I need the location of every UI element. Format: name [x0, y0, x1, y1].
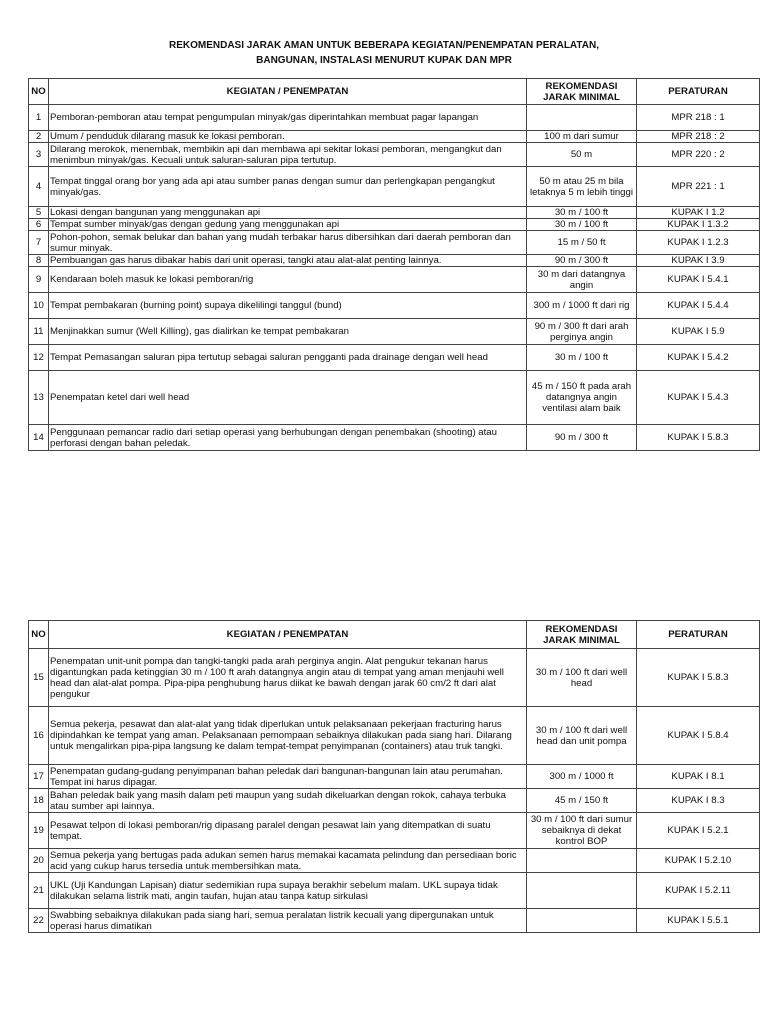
regulation-cell: KUPAK I 1.2 [637, 207, 760, 219]
table-row [29, 345, 760, 371]
activity-cell: Lokasi dengan bangunan yang menggunakan api [49, 207, 527, 219]
activity-cell: Menjinakkan sumur (Well Killing), gas dialirkan ke tempat pembakaran [49, 319, 527, 345]
table-row [29, 371, 760, 425]
activity-cell: Pesawat telpon di lokasi pemboran/rig dipasang paralel dengan pesawat lain yang ditempatkan di suatu tempat. [49, 813, 527, 849]
row-number-cell: 17 [29, 765, 49, 789]
table-row [29, 207, 760, 219]
table-row [29, 765, 760, 789]
table-row [29, 293, 760, 319]
activity-cell: Pemboran-pemboran atau tempat pengumpulan minyak/gas diperintahkan membuat pagar lapangan [49, 105, 527, 131]
row-number-cell: 16 [29, 707, 49, 765]
regulation-cell: KUPAK I 5.4.3 [637, 371, 760, 425]
recommendation-cell [527, 909, 637, 933]
header-activity: KEGIATAN / PENEMPATAN [49, 79, 527, 105]
recommendation-cell: 90 m / 300 ft [527, 425, 637, 451]
table-header-row [29, 621, 760, 649]
activity-cell: Semua pekerja yang bertugas pada adukan semen harus memakai kacamata pelindung dan persediaan boric acid yang cukup harus tersedia untuk membersihkan mata. [49, 849, 527, 873]
row-number-cell: 1 [29, 105, 49, 131]
activity-cell: Bahan peledak baik yang masih dalam peti maupun yang sudah dikeluarkan dengan rokok, cahaya terbuka atau sumber api lainnya. [49, 789, 527, 813]
header-no: NO [29, 621, 49, 649]
recommendation-cell: 30 m / 100 ft dari sumur sebaiknya di dekat kontrol BOP [527, 813, 637, 849]
header-regulation: PERATURAN [637, 79, 760, 105]
activity-cell: Umum / penduduk dilarang masuk ke lokasi pemboran. [49, 131, 527, 143]
title-line-2: BANGUNAN, INSTALASI MENURUT KUPAK DAN MPR [256, 55, 512, 66]
table-row [29, 909, 760, 933]
recommendation-cell: 15 m / 50 ft [527, 231, 637, 255]
activity-cell: Dilarang merokok, menembak, membikin api dan membawa api sekitar lokasi pemboran, mengangkut dan menimbun minyak/gas. Kecuali untuk saluran-saluran pipa tertutup. [49, 143, 527, 167]
row-number-cell: 18 [29, 789, 49, 813]
regulation-cell: KUPAK I 5.4.4 [637, 293, 760, 319]
activity-cell: Penempatan gudang-gudang penyimpanan bahan peledak dari bangunan-bangunan lain atau perumahan. Tempat ini harus dipagar. [49, 765, 527, 789]
recommendation-cell: 90 m / 300 ft dari arah perginya angin [527, 319, 637, 345]
recommendation-cell: 30 m / 100 ft [527, 207, 637, 219]
row-number-cell: 8 [29, 255, 49, 267]
title-line-1: REKOMENDASI JARAK AMAN UNTUK BEBERAPA KEGIATAN/PENEMPATAN PERALATAN, [169, 40, 599, 51]
row-number-cell: 6 [29, 219, 49, 231]
regulation-cell: KUPAK I 1.2.3 [637, 231, 760, 255]
activity-cell: Swabbing sebaiknya dilakukan pada siang hari, semua peralatan listrik kecuali yang dipergunakan untuk operasi harus dimatikan [49, 909, 527, 933]
recommendation-cell: 30 m / 100 ft [527, 219, 637, 231]
row-number-cell: 14 [29, 425, 49, 451]
recommendation-cell: 50 m [527, 143, 637, 167]
table-row [29, 231, 760, 255]
recommendation-cell: 300 m / 1000 ft dari rig [527, 293, 637, 319]
table-row [29, 143, 760, 167]
header-regulation: PERATURAN [637, 621, 760, 649]
regulation-cell: KUPAK I 5.2.10 [637, 849, 760, 873]
recommendation-cell [527, 873, 637, 909]
regulation-cell: KUPAK I 5.8.3 [637, 649, 760, 707]
row-number-cell: 9 [29, 267, 49, 293]
regulation-cell: KUPAK I 5.9 [637, 319, 760, 345]
regulation-cell: KUPAK I 3.9 [637, 255, 760, 267]
recommendation-cell: 30 m / 100 ft [527, 345, 637, 371]
activity-cell: Penempatan ketel dari well head [49, 371, 527, 425]
recommendation-cell [527, 105, 637, 131]
regulation-cell: MPR 218 : 1 [637, 105, 760, 131]
row-number-cell: 22 [29, 909, 49, 933]
regulation-cell: KUPAK I 1.3.2 [637, 219, 760, 231]
row-number-cell: 5 [29, 207, 49, 219]
table-row [29, 105, 760, 131]
regulation-cell: MPR 220 : 2 [637, 143, 760, 167]
table-row [29, 267, 760, 293]
recommendation-cell: 30 m / 100 ft dari well head [527, 649, 637, 707]
row-number-cell: 20 [29, 849, 49, 873]
row-number-cell: 19 [29, 813, 49, 849]
regulation-cell: KUPAK I 5.8.3 [637, 425, 760, 451]
row-number-cell: 10 [29, 293, 49, 319]
row-number-cell: 4 [29, 167, 49, 207]
recommendation-cell: 100 m dari sumur [527, 131, 637, 143]
activity-cell: Penempatan unit-unit pompa dan tangki-tangki pada arah perginya angin. Alat pengukur tekanan harus digantungkan pada ketinggian 30 m / 100 ft arah datangnya angin atau di tempat yang aman menjauhi well head dan alat-alat pompa. Pipa-pipa penghubung harus diikat ke bawah dengan jarak 60 cm/2 ft dari alat pengukur [49, 649, 527, 707]
activity-cell: UKL (Uji Kandungan Lapisan) diatur sedemikian rupa supaya berakhir sebelum malam. UKL supaya tidak dilakukan selama listrik mati, angin taufan, hujan atau tanpa katup sirkulasi [49, 873, 527, 909]
header-recommendation: REKOMENDASI JARAK MINIMAL [527, 621, 637, 649]
table-row [29, 219, 760, 231]
table-row [29, 319, 760, 345]
table-row [29, 789, 760, 813]
row-number-cell: 15 [29, 649, 49, 707]
row-number-cell: 12 [29, 345, 49, 371]
activity-cell: Tempat pembakaran (burning point) supaya dikelilingi tanggul (bund) [49, 293, 527, 319]
regulation-cell: KUPAK I 5.2.1 [637, 813, 760, 849]
regulation-cell: MPR 221 : 1 [637, 167, 760, 207]
activity-cell: Penggunaan pemancar radio dari setiap operasi yang berhubungan dengan penembakan (shooting) atau perforasi dengan bahan peledak. [49, 425, 527, 451]
regulation-cell: KUPAK I 8.1 [637, 765, 760, 789]
regulation-cell: KUPAK I 5.8.4 [637, 707, 760, 765]
recommendation-cell: 30 m / 100 ft dari well head dan unit pompa [527, 707, 637, 765]
activity-cell: Tempat Pemasangan saluran pipa tertutup sebagai saluran pengganti pada drainage dengan well head [49, 345, 527, 371]
table-header-row [29, 79, 760, 105]
header-recommendation: REKOMENDASI JARAK MINIMAL [527, 79, 637, 105]
regulation-cell: KUPAK I 5.5.1 [637, 909, 760, 933]
regulation-cell: KUPAK I 5.4.2 [637, 345, 760, 371]
regulation-cell: KUPAK I 5.2.11 [637, 873, 760, 909]
row-number-cell: 7 [29, 231, 49, 255]
table-row [29, 255, 760, 267]
safety-distance-table-2 [28, 620, 760, 933]
table-row [29, 167, 760, 207]
table-row [29, 813, 760, 849]
recommendation-cell: 50 m atau 25 m bila letaknya 5 m lebih tinggi [527, 167, 637, 207]
activity-cell: Pembuangan gas harus dibakar habis dari unit operasi, tangki atau alat-alat penting lainnya. [49, 255, 527, 267]
table-row [29, 131, 760, 143]
activity-cell: Kendaraan boleh masuk ke lokasi pemboran/rig [49, 267, 527, 293]
regulation-cell: KUPAK I 5.4.1 [637, 267, 760, 293]
row-number-cell: 11 [29, 319, 49, 345]
row-number-cell: 3 [29, 143, 49, 167]
header-no: NO [29, 79, 49, 105]
activity-cell: Pohon-pohon, semak belukar dan bahan yang mudah terbakar harus dibersihkan dari daerah pemboran dan sumur minyak. [49, 231, 527, 255]
row-number-cell: 13 [29, 371, 49, 425]
table-row [29, 707, 760, 765]
table-2-body [29, 649, 760, 933]
table-row [29, 873, 760, 909]
recommendation-cell [527, 849, 637, 873]
regulation-cell: KUPAK I 8.3 [637, 789, 760, 813]
recommendation-cell: 90 m / 300 ft [527, 255, 637, 267]
recommendation-cell: 300 m / 1000 ft [527, 765, 637, 789]
header-activity: KEGIATAN / PENEMPATAN [49, 621, 527, 649]
regulation-cell: MPR 218 : 2 [637, 131, 760, 143]
recommendation-cell: 30 m dari datangnya angin [527, 267, 637, 293]
table-1-body [29, 105, 760, 451]
table-row [29, 649, 760, 707]
row-number-cell: 2 [29, 131, 49, 143]
activity-cell: Tempat sumber minyak/gas dengan gedung yang menggunakan api [49, 219, 527, 231]
recommendation-cell: 45 m / 150 ft pada arah datangnya angin ventilasi alam baik [527, 371, 637, 425]
document-title [0, 38, 768, 68]
table-row [29, 849, 760, 873]
activity-cell: Semua pekerja, pesawat dan alat-alat yang tidak diperlukan untuk pelaksanaan pekerjaan fracturing harus dipindahkan ke tempat yang aman. Pelaksanaan pemompaan sebaiknya dilakukan pada siang hari. Dilarang untuk mengalirkan pipa-pipa langsung ke dalam tempat-tempat penyimpanan (containers) atau truk tangki. [49, 707, 527, 765]
safety-distance-table-1 [28, 78, 760, 451]
activity-cell: Tempat tinggal orang bor yang ada api atau sumber panas dengan sumur dan perlengkapan pengangkut minyak/gas. [49, 167, 527, 207]
recommendation-cell: 45 m / 150 ft [527, 789, 637, 813]
row-number-cell: 21 [29, 873, 49, 909]
table-row [29, 425, 760, 451]
